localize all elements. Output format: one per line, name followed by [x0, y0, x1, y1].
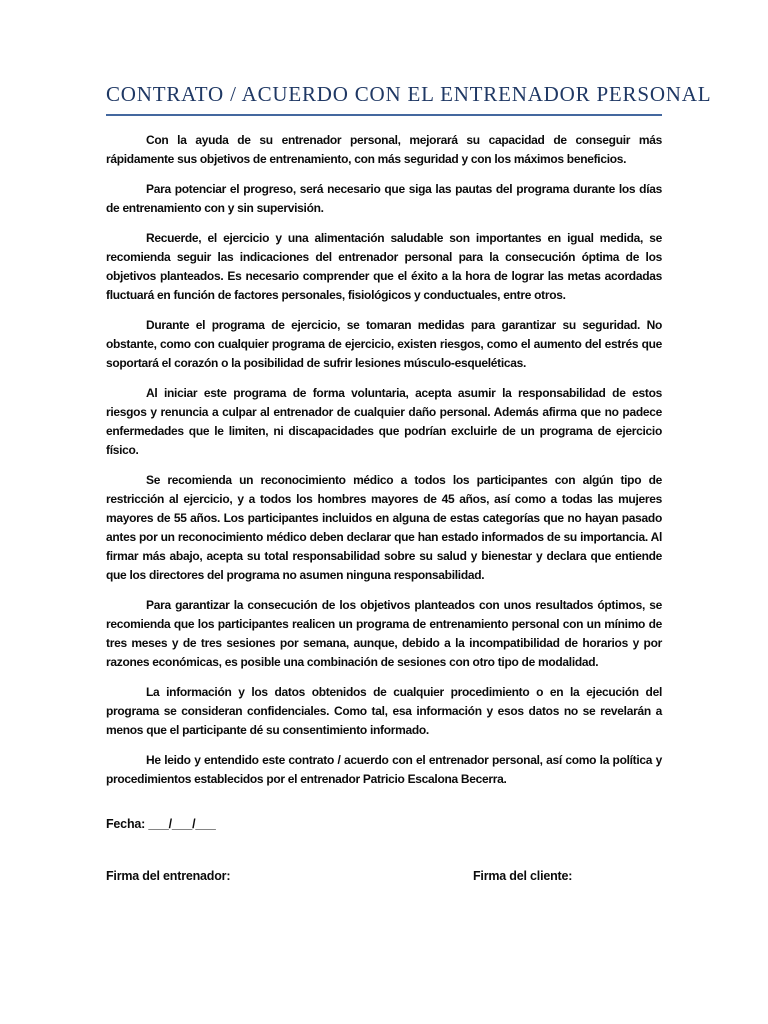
contract-paragraph: He leido y entendido este contrato / acuerdo con el entrenador personal, así como la política y procedimientos establecidos por el entrenador Patricio Escalona Becerra.: [106, 753, 662, 786]
signature-row: [106, 869, 662, 889]
contract-paragraph: Al iniciar este programa de forma voluntaria, acepta asumir la responsabilidad de estos riesgos y renuncia a culpar al entrenador de cualquier daño personal. Además afirma que no padece enfermedades que le limiten, ni discapacidades que podrían excluirle de un programa de ejercicio físico.: [106, 386, 662, 457]
trainer-signature-label: Firma del entrenador:: [106, 869, 231, 883]
contract-paragraph: Se recomienda un reconocimiento médico a todos los participantes con algún tipo de restricción al ejercicio, y a todos los hombres mayores de 45 años, así como a todas las mujeres mayores de 55 años. Los participantes incluidos en alguna de estas categorías que no hayan pasado antes por un reconocimiento médico deben declarar que han estado informados de su importancia. Al firmar más abajo, acepta su total responsabilidad sobre su salud y bienestar y declara que entiende que los directores del programa no asumen ninguna responsabilidad.: [106, 473, 662, 582]
client-signature-label: Firma del cliente:: [473, 869, 573, 883]
contract-paragraph: Durante el programa de ejercicio, se tomaran medidas para garantizar su seguridad. No obstante, como con cualquier programa de ejercicio, existen riesgos, como el aumento del estrés que soportará el corazón o la posibilidad de sufrir lesiones músculo-esqueléticas.: [106, 318, 662, 370]
contract-paragraph: Con la ayuda de su entrenador personal, mejorará su capacidad de conseguir más rápidamente sus objetivos de entrenamiento, con más seguridad y con los máximos beneficios.: [106, 133, 662, 166]
date-field: Fecha: ___/___/___: [106, 817, 216, 831]
document-title: CONTRATO / ACUERDO CON EL ENTRENADOR PERSONAL: [106, 82, 662, 116]
contract-paragraph: Para garantizar la consecución de los objetivos planteados con unos resultados óptimos, se recomienda que los participantes realicen un programa de entrenamiento personal con un mínimo de tres meses y de tres sesiones por semana, aunque, debido a la incompatibilidad de horarios y por razones económicas, es posible una combinación de sesiones con otro tipo de modalidad.: [106, 598, 662, 669]
contract-paragraph: La información y los datos obtenidos de cualquier procedimiento o en la ejecución del programa se consideran confidenciales. Como tal, esa información y esos datos no se revelarán a menos que el participante dé su consentimiento informado.: [106, 685, 662, 737]
contract-paragraph: Para potenciar el progreso, será necesario que siga las pautas del programa durante los días de entrenamiento con y sin supervisión.: [106, 182, 662, 215]
contract-paragraph: Recuerde, el ejercicio y una alimentación saludable son importantes en igual medida, se recomienda seguir las indicaciones del entrenador personal para la consecución óptima de los objetivos planteados. Es necesario comprender que el éxito a la hora de lograr las metas acordadas fluctuará en función de factores personales, fisiológicos y conductuales, entre otros.: [106, 231, 662, 302]
contract-body: [106, 131, 662, 789]
